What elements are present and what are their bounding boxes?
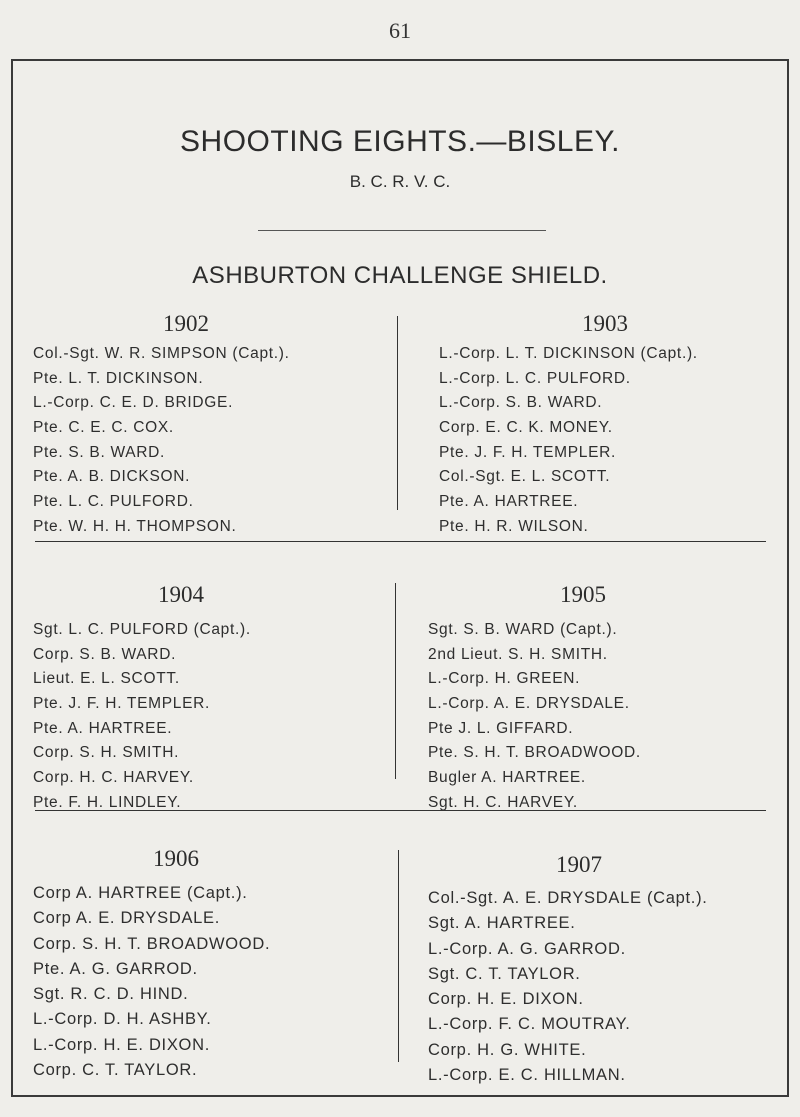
list-item: Col.-Sgt. W. R. SIMPSON (Capt.).: [33, 345, 290, 362]
list-item: Corp. S. H. T. BROADWOOD.: [33, 934, 271, 953]
list-item: Lieut. E. L. SCOTT.: [33, 670, 180, 688]
year-1906: 1906: [153, 846, 199, 871]
list-item: Pte. J. F. H. TEMPLER.: [439, 443, 617, 461]
list-item: Corp. C. T. TAYLOR.: [33, 1061, 198, 1080]
list-item: Corp. E. C. K. MONEY.: [439, 419, 613, 437]
list-item: Pte. W. H. H. THOMPSON.: [33, 517, 237, 535]
list-item: L.-Corp. A. E. DRYSDALE.: [428, 695, 630, 713]
year-1905: 1905: [560, 582, 606, 607]
list-item: Col.-Sgt. A. E. DRYSDALE (Capt.).: [428, 889, 708, 907]
page-title: SHOOTING EIGHTS.—BISLEY.: [180, 125, 620, 158]
list-item: L.-Corp. A. G. GARROD.: [428, 939, 626, 958]
column-divider: [395, 583, 396, 779]
year-1903: 1903: [582, 311, 628, 336]
competition-heading: ASHBURTON CHALLENGE SHIELD.: [192, 262, 608, 289]
list-item: Sgt. C. T. TAYLOR.: [428, 964, 581, 983]
list-item: L.-Corp. S. B. WARD.: [439, 394, 603, 412]
list-item: Pte. H. R. WILSON.: [439, 517, 589, 535]
column-divider: [397, 316, 398, 510]
list-item: L.-Corp. L. C. PULFORD.: [439, 369, 631, 387]
team-1903-list: [439, 342, 698, 540]
list-item: Sgt. A. HARTREE.: [428, 914, 576, 933]
list-item: Corp. H. G. WHITE.: [428, 1040, 587, 1059]
list-item: Pte. L. T. DICKINSON.: [33, 369, 204, 387]
list-item: Corp. S. B. WARD.: [33, 645, 177, 663]
list-item: Col.-Sgt. E. L. SCOTT.: [439, 468, 611, 486]
short-divider: [258, 230, 546, 231]
list-item: L.-Corp. C. E. D. BRIDGE.: [33, 394, 234, 412]
list-item: Pte. F. H. LINDLEY.: [33, 793, 182, 811]
list-item: Pte J. L. GIFFARD.: [428, 719, 574, 737]
list-item: Pte. A. HARTREE.: [439, 493, 579, 511]
list-item: L.-Corp. F. C. MOUTRAY.: [428, 1015, 631, 1034]
list-item: Pte. A. B. DICKSON.: [33, 468, 191, 486]
list-item: Pte. S. H. T. BROADWOOD.: [428, 744, 641, 762]
column-divider: [398, 850, 399, 1062]
list-item: Sgt. H. C. HARVEY.: [428, 793, 578, 811]
section-divider: [35, 810, 766, 811]
year-1907: 1907: [556, 852, 602, 877]
club-subtitle: B. C. R. V. C.: [349, 172, 451, 191]
list-item: Pte. C. E. C. COX.: [33, 419, 174, 437]
page-number: 61: [389, 18, 411, 43]
list-item: L.-Corp. H. GREEN.: [428, 670, 581, 688]
list-item: Pte. A. HARTREE.: [33, 719, 173, 737]
team-1905-list: [428, 618, 641, 816]
list-item: L.-Corp. D. H. ASHBY.: [33, 1010, 212, 1029]
section-divider: [35, 541, 766, 542]
list-item: 2nd Lieut. S. H. SMITH.: [428, 645, 608, 663]
list-item: Corp. H. C. HARVEY.: [33, 769, 194, 787]
list-item: Pte. S. B. WARD.: [33, 443, 166, 461]
team-1907-list: [428, 886, 708, 1088]
list-item: Sgt. L. C. PULFORD (Capt.).: [33, 621, 251, 638]
list-item: Pte. A. G. GARROD.: [33, 959, 198, 978]
list-item: Corp A. E. DRYSDALE.: [33, 909, 221, 928]
team-1902-list: [33, 342, 290, 540]
year-1902: 1902: [163, 311, 209, 336]
list-item: Pte. L. C. PULFORD.: [33, 493, 194, 511]
list-item: Pte. J. F. H. TEMPLER.: [33, 695, 211, 713]
team-1906-list: [33, 881, 270, 1083]
list-item: Sgt. R. C. D. HIND.: [33, 985, 189, 1004]
list-item: Bugler A. HARTREE.: [428, 769, 586, 787]
year-1904: 1904: [158, 582, 204, 607]
list-item: Sgt. S. B. WARD (Capt.).: [428, 621, 618, 638]
team-1904-list: [33, 618, 251, 816]
list-item: Corp. H. E. DIXON.: [428, 990, 584, 1009]
list-item: Corp A. HARTREE (Capt.).: [33, 884, 248, 902]
list-item: L.-Corp. L. T. DICKINSON (Capt.).: [439, 345, 698, 362]
list-item: L.-Corp. H. E. DIXON.: [33, 1035, 210, 1054]
list-item: Corp. S. H. SMITH.: [33, 744, 180, 762]
list-item: L.-Corp. E. C. HILLMAN.: [428, 1066, 626, 1085]
